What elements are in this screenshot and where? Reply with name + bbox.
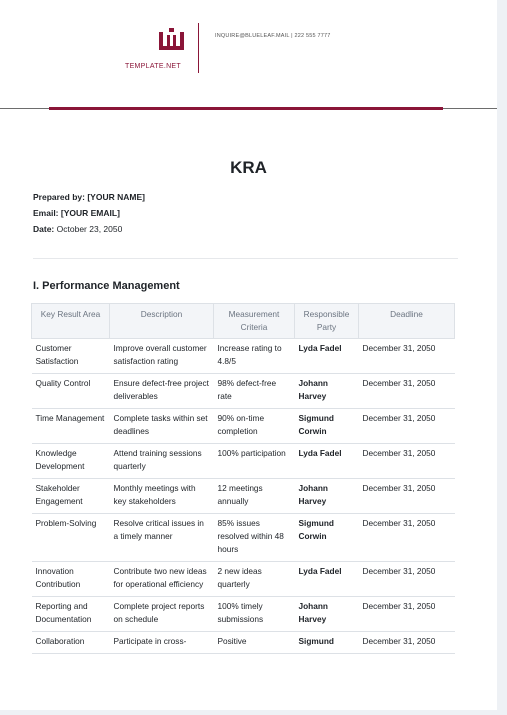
column-header: Measurement Criteria [214, 304, 295, 339]
cell-measurement: Increase rating to 4.8/5 [214, 339, 295, 374]
document-header [0, 0, 497, 110]
cell-deadline: December 31, 2050 [359, 444, 455, 479]
table-row [32, 597, 455, 632]
column-header: Deadline [359, 304, 455, 339]
section-title: I. Performance Management [33, 280, 180, 292]
cell-party: Lyda Fadel [295, 562, 359, 597]
cell-area: Stakeholder Engagement [32, 479, 110, 514]
cell-measurement: 85% issues resolved within 48 hours [214, 514, 295, 562]
prepared-by-value: [YOUR NAME] [87, 192, 145, 202]
cell-measurement: 98% defect-free rate [214, 374, 295, 409]
cell-deadline: December 31, 2050 [359, 339, 455, 374]
logo-text: TEMPLATE.NET [125, 63, 181, 70]
cell-description: Resolve critical issues in a timely manner [110, 514, 214, 562]
date [33, 224, 122, 234]
table-row [32, 374, 455, 409]
table-row [32, 409, 455, 444]
table-row [32, 479, 455, 514]
date-value: October 23, 2050 [56, 224, 123, 234]
cell-measurement: 90% on-time completion [214, 409, 295, 444]
cell-area: Customer Satisfaction [32, 339, 110, 374]
cell-description: Improve overall customer satisfaction rating [110, 339, 214, 374]
cell-deadline: December 31, 2050 [359, 632, 455, 654]
cell-deadline: December 31, 2050 [359, 514, 455, 562]
section-divider [33, 258, 458, 259]
column-header: Key Result Area [32, 304, 110, 339]
column-header: Responsible Party [295, 304, 359, 339]
cell-party: Lyda Fadel [295, 444, 359, 479]
table-row [32, 562, 455, 597]
cell-deadline: December 31, 2050 [359, 479, 455, 514]
contact-info: INQUIRE@BLUELEAF.MAIL | 222 555 7777 [215, 33, 331, 39]
column-header: Description [110, 304, 214, 339]
cell-measurement: Positive [214, 632, 295, 654]
cell-deadline: December 31, 2050 [359, 374, 455, 409]
cell-area: Innovation Contribution [32, 562, 110, 597]
cell-party: Sigmund Corwin [295, 409, 359, 444]
cell-party: Johann Harvey [295, 374, 359, 409]
table-row [32, 632, 455, 654]
cell-area: Reporting and Documentation [32, 597, 110, 632]
cell-description: Monthly meetings with key stakeholders [110, 479, 214, 514]
cell-measurement: 12 meetings annually [214, 479, 295, 514]
cell-area: Quality Control [32, 374, 110, 409]
header-accent-rule [49, 107, 443, 110]
prepared-by [33, 192, 145, 202]
document-title: KRA [230, 158, 267, 177]
cell-description: Participate in cross- [110, 632, 214, 654]
cell-party: Johann Harvey [295, 479, 359, 514]
template-logo-icon [159, 28, 184, 50]
cell-area: Collaboration [32, 632, 110, 654]
date-label: Date: [33, 224, 55, 234]
cell-area: Knowledge Development [32, 444, 110, 479]
table-row [32, 339, 455, 374]
cell-description: Complete project reports on schedule [110, 597, 214, 632]
cell-party: Sigmund [295, 632, 359, 654]
cell-measurement: 100% timely submissions [214, 597, 295, 632]
cell-area: Time Management [32, 409, 110, 444]
cell-party: Johann Harvey [295, 597, 359, 632]
table-row [32, 444, 455, 479]
cell-description: Attend training sessions quarterly [110, 444, 214, 479]
cell-party: Sigmund Corwin [295, 514, 359, 562]
table-header-row [32, 304, 455, 339]
cell-description: Contribute two new ideas for operational efficiency [110, 562, 214, 597]
email-value: [YOUR EMAIL] [60, 208, 120, 218]
cell-measurement: 100% participation [214, 444, 295, 479]
cell-measurement: 2 new ideas quarterly [214, 562, 295, 597]
email-label: Email: [33, 208, 59, 218]
prepared-by-label: Prepared by: [33, 192, 85, 202]
cell-area: Problem-Solving [32, 514, 110, 562]
cell-deadline: December 31, 2050 [359, 409, 455, 444]
cell-description: Complete tasks within set deadlines [110, 409, 214, 444]
cell-description: Ensure defect-free project deliverables [110, 374, 214, 409]
cell-party: Lyda Fadel [295, 339, 359, 374]
cell-deadline: December 31, 2050 [359, 597, 455, 632]
table-row [32, 514, 455, 562]
header-divider [198, 23, 199, 73]
email [33, 208, 120, 218]
cell-deadline: December 31, 2050 [359, 562, 455, 597]
kra-table [31, 303, 455, 654]
